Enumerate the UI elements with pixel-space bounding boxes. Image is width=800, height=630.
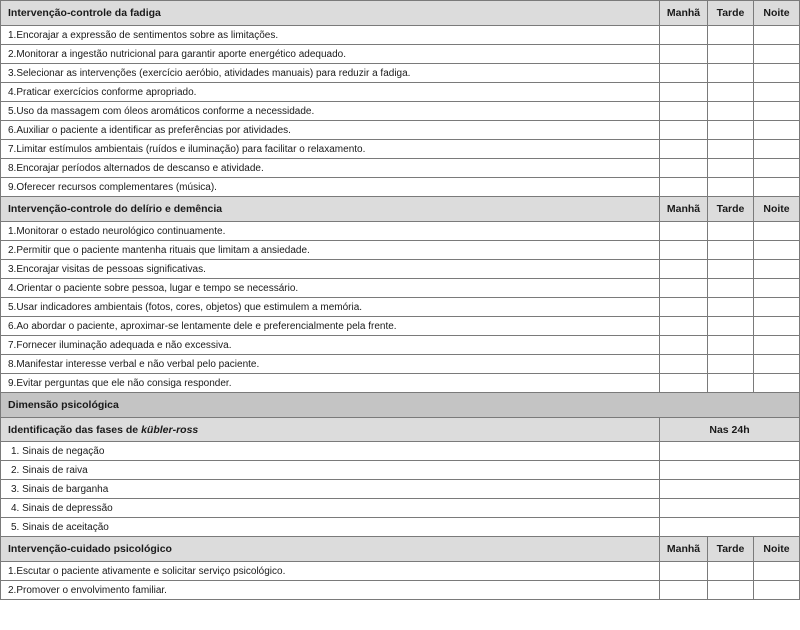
delirio-section [1,197,800,393]
table-row [1,260,800,279]
check-cell-tarde[interactable] [708,159,754,178]
check-cell-noite[interactable] [754,298,800,317]
table-row [1,317,800,336]
check-cell-tarde[interactable] [708,140,754,159]
check-cell-tarde[interactable] [708,355,754,374]
check-cell-tarde[interactable] [708,121,754,140]
table-row [1,241,800,260]
check-cell-manha[interactable] [660,222,708,241]
table-row [1,336,800,355]
fadiga-item-7: 7.Limitar estímulos ambientais (ruídos e iluminação) para facilitar o relaxamento. [1,140,660,159]
check-cell-noite[interactable] [754,140,800,159]
check-cell-noite[interactable] [754,581,800,600]
check-cell-noite[interactable] [754,355,800,374]
check-cell-noite[interactable] [754,102,800,121]
table-row [1,83,800,102]
check-cell-noite[interactable] [754,374,800,393]
delirio-item-5: 5.Usar indicadores ambientais (fotos, cores, objetos) que estimulem a memória. [1,298,660,317]
kubler-section [1,418,800,537]
fadiga-item-2: 2.Monitorar a ingestão nutricional para garantir aporte energético adequado. [1,45,660,64]
table-row [1,480,800,499]
kubler-item-4: 4. Sinais de depressão [1,499,660,518]
fadiga-shift-tarde: Tarde [708,1,754,26]
psicologico-header-row [1,537,800,562]
table-row [1,178,800,197]
kubler-check-cell[interactable] [660,518,800,537]
fadiga-item-3: 3.Selecionar as intervenções (exercício aeróbio, atividades manuais) para reduzir a fadiga. [1,64,660,83]
fadiga-title: Intervenção-controle da fadiga [1,1,660,26]
check-cell-tarde[interactable] [708,581,754,600]
kubler-check-cell[interactable] [660,461,800,480]
table-row [1,562,800,581]
check-cell-noite[interactable] [754,64,800,83]
psicologico-title: Intervenção-cuidado psicológico [1,537,660,562]
kubler-title-term: kübler-ross [141,423,199,436]
check-cell-noite[interactable] [754,336,800,355]
kubler-period: Nas 24h [660,418,800,442]
table-row [1,374,800,393]
check-cell-manha[interactable] [660,298,708,317]
dimensao-header-row [1,393,800,418]
check-cell-noite[interactable] [754,562,800,581]
check-cell-manha[interactable] [660,121,708,140]
check-cell-tarde[interactable] [708,83,754,102]
check-cell-tarde[interactable] [708,26,754,45]
dimensao-section [1,393,800,418]
kubler-header-row [1,418,800,442]
check-cell-manha[interactable] [660,374,708,393]
check-cell-noite[interactable] [754,178,800,197]
kubler-check-cell[interactable] [660,480,800,499]
check-cell-manha[interactable] [660,178,708,197]
table-row [1,159,800,178]
delirio-item-4: 4.Orientar o paciente sobre pessoa, lugar e tempo se necessário. [1,279,660,298]
table-row [1,102,800,121]
psicologico-item-2: 2.Promover o envolvimento familiar. [1,581,660,600]
check-cell-noite[interactable] [754,26,800,45]
fadiga-shift-noite: Noite [754,1,800,26]
check-cell-manha[interactable] [660,140,708,159]
check-cell-manha[interactable] [660,45,708,64]
fadiga-shift-manha: Manhã [660,1,708,26]
check-cell-manha[interactable] [660,260,708,279]
kubler-title-prefix: Identificação das fases de [8,423,139,436]
fadiga-item-6: 6.Auxiliar o paciente a identificar as preferências por atividades. [1,121,660,140]
check-cell-manha[interactable] [660,159,708,178]
psicologico-shift-manha: Manhã [660,537,708,562]
fadiga-section [1,1,800,197]
check-cell-manha[interactable] [660,102,708,121]
table-row [1,26,800,45]
check-cell-manha[interactable] [660,562,708,581]
table-row [1,355,800,374]
table-row [1,461,800,480]
psicologico-shift-noite: Noite [754,537,800,562]
delirio-shift-manha: Manhã [660,197,708,222]
psicologico-item-1: 1.Escutar o paciente ativamente e solicitar serviço psicológico. [1,562,660,581]
table-row [1,64,800,83]
fadiga-item-9: 9.Oferecer recursos complementares (música). [1,178,660,197]
dimensao-title: Dimensão psicológica [1,393,800,418]
check-cell-noite[interactable] [754,45,800,64]
check-cell-tarde[interactable] [708,336,754,355]
check-cell-tarde[interactable] [708,317,754,336]
check-cell-tarde[interactable] [708,178,754,197]
check-cell-manha[interactable] [660,64,708,83]
check-cell-manha[interactable] [660,581,708,600]
fadiga-item-8: 8.Encorajar períodos alternados de descanso e atividade. [1,159,660,178]
check-cell-noite[interactable] [754,83,800,102]
delirio-item-7: 7.Fornecer iluminação adequada e não excessiva. [1,336,660,355]
delirio-title: Intervenção-controle do delírio e demência [1,197,660,222]
psicologico-section [1,537,800,600]
delirio-shift-noite: Noite [754,197,800,222]
check-cell-noite[interactable] [754,222,800,241]
table-row [1,442,800,461]
delirio-item-8: 8.Manifestar interesse verbal e não verbal pelo paciente. [1,355,660,374]
fadiga-item-5: 5.Uso da massagem com óleos aromáticos conforme a necessidade. [1,102,660,121]
table-row [1,518,800,537]
table-row [1,298,800,317]
check-cell-tarde[interactable] [708,260,754,279]
check-cell-manha[interactable] [660,355,708,374]
delirio-item-3: 3.Encorajar visitas de pessoas significativas. [1,260,660,279]
kubler-item-3: 3. Sinais de barganha [1,480,660,499]
check-cell-manha[interactable] [660,26,708,45]
check-cell-noite[interactable] [754,279,800,298]
table-row [1,121,800,140]
check-cell-tarde[interactable] [708,222,754,241]
check-cell-noite[interactable] [754,260,800,279]
check-cell-manha[interactable] [660,317,708,336]
table-row [1,581,800,600]
fadiga-item-4: 4.Praticar exercícios conforme apropriado. [1,83,660,102]
table-row [1,279,800,298]
check-cell-tarde[interactable] [708,64,754,83]
check-cell-noite[interactable] [754,317,800,336]
table-row [1,45,800,64]
check-cell-noite[interactable] [754,121,800,140]
delirio-item-9: 9.Evitar perguntas que ele não consiga responder. [1,374,660,393]
check-cell-tarde[interactable] [708,241,754,260]
check-cell-tarde[interactable] [708,279,754,298]
kubler-item-1: 1. Sinais de negação [1,442,660,461]
delirio-shift-tarde: Tarde [708,197,754,222]
fadiga-item-1: 1.Encorajar a expressão de sentimentos sobre as limitações. [1,26,660,45]
check-cell-noite[interactable] [754,159,800,178]
check-cell-tarde[interactable] [708,45,754,64]
check-cell-manha[interactable] [660,83,708,102]
fadiga-header-row [1,1,800,26]
kubler-check-cell[interactable] [660,499,800,518]
check-cell-manha[interactable] [660,279,708,298]
table-row [1,499,800,518]
check-cell-manha[interactable] [660,241,708,260]
delirio-item-2: 2.Permitir que o paciente mantenha rituais que limitam a ansiedade. [1,241,660,260]
kubler-check-cell[interactable] [660,442,800,461]
check-cell-manha[interactable] [660,336,708,355]
delirio-item-6: 6.Ao abordar o paciente, aproximar-se lentamente dele e preferencialmente pela frente. [1,317,660,336]
check-cell-tarde[interactable] [708,298,754,317]
kubler-title [1,418,660,442]
check-cell-noite[interactable] [754,241,800,260]
psicologico-shift-tarde: Tarde [708,537,754,562]
delirio-item-1: 1.Monitorar o estado neurológico continuamente. [1,222,660,241]
table-row [1,222,800,241]
check-cell-tarde[interactable] [708,102,754,121]
kubler-item-2: 2. Sinais de raiva [1,461,660,480]
table-row [1,140,800,159]
kubler-item-5: 5. Sinais de aceitação [1,518,660,537]
check-cell-tarde[interactable] [708,374,754,393]
delirio-header-row [1,197,800,222]
check-cell-tarde[interactable] [708,562,754,581]
